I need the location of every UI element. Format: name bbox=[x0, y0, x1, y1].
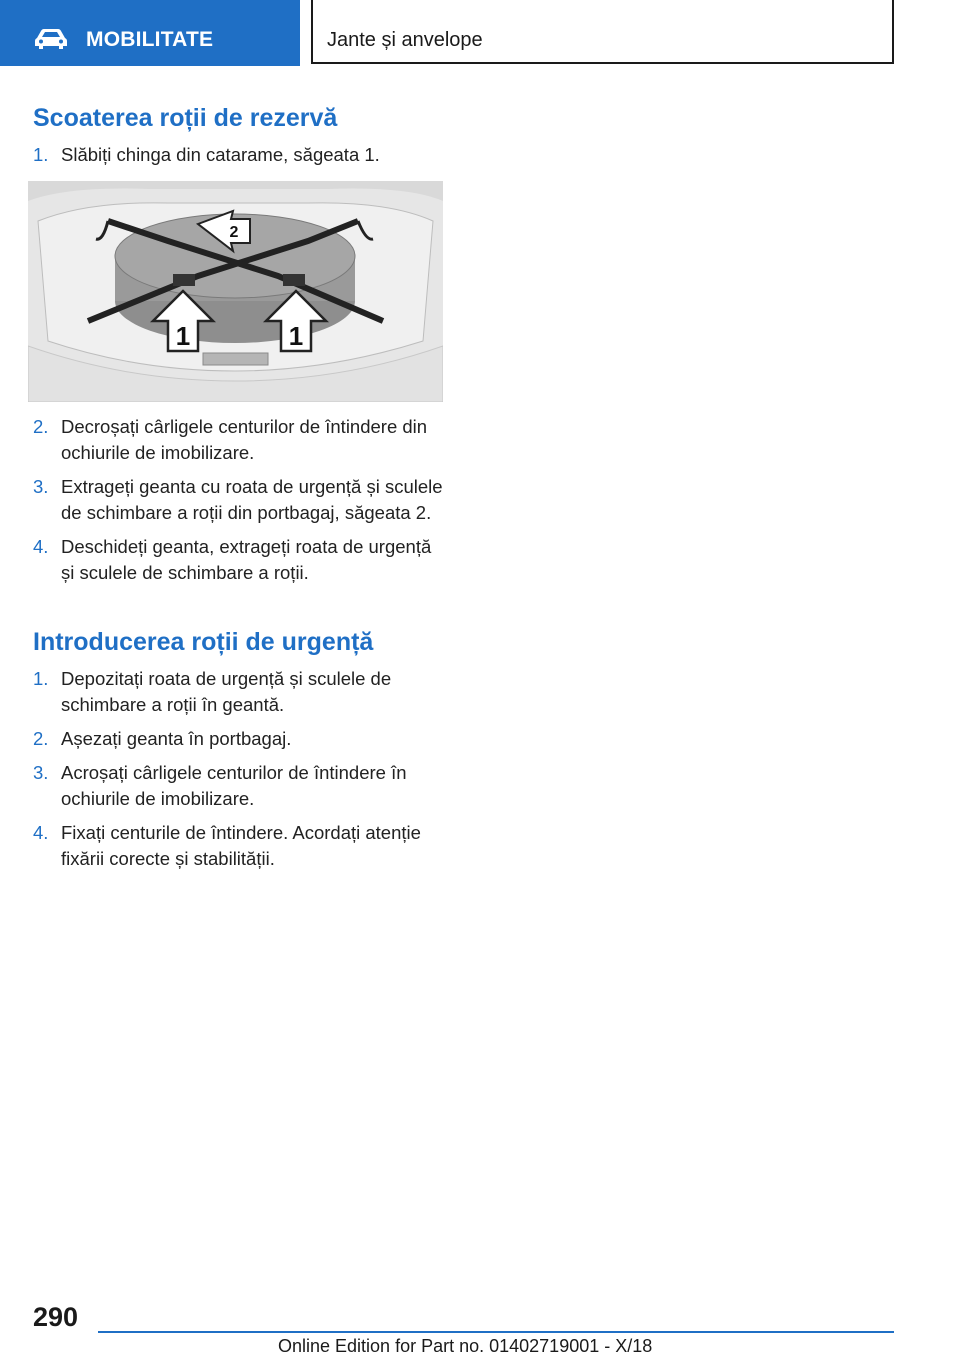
steps-list-a bbox=[33, 142, 443, 176]
trunk-spare-wheel-figure bbox=[28, 181, 443, 402]
arrow-label-1a: 1 bbox=[175, 321, 191, 351]
arrow-label-2: 2 bbox=[229, 224, 239, 241]
header-category-label: MOBILITATE bbox=[86, 28, 214, 51]
header-section-label: Jante și anvelope bbox=[327, 29, 483, 51]
list-item: 3. Extrageți geanta cu roata de urgență și sculele de schimbare a roții din portbagaj, săgeata 2. bbox=[33, 476, 443, 523]
footer-divider bbox=[98, 1331, 894, 1333]
trunk-illustration bbox=[28, 181, 443, 402]
page-number: 290 bbox=[33, 1302, 79, 1332]
list-item: 2. Așezați geanta în portbagaj. bbox=[33, 728, 292, 749]
car-icon bbox=[34, 28, 68, 50]
steps-list-c bbox=[33, 666, 443, 880]
section-title-insert-spare-wheel: Introducerea roții de urgență bbox=[33, 628, 374, 656]
section-title-remove-spare-wheel: Scoaterea roții de rezervă bbox=[33, 104, 338, 132]
header-category-tab bbox=[0, 0, 300, 66]
list-item: 2. Decroșați cârligele centurilor de întindere din ochiurile de imobilizare. bbox=[33, 416, 428, 463]
list-item: 3. Acroșați cârligele centurilor de întindere în ochiurile de imobilizare. bbox=[33, 762, 407, 809]
list-item: 1. Depozitați roata de urgență și sculele de schimbare a roții în geantă. bbox=[33, 668, 392, 715]
arrow-label-1b: 1 bbox=[288, 321, 304, 351]
steps-list-b bbox=[33, 414, 443, 594]
list-item: 4. Deschideți geanta, extrageți roata de urgență și sculele de schimbare a roții. bbox=[33, 536, 432, 583]
list-item: 4. Fixați centurile de întindere. Acordați atenție fixării corecte și stabilității. bbox=[33, 822, 421, 869]
header-section-box bbox=[311, 0, 894, 64]
list-item: 1. Slăbiți chinga din catarame, săgeata 1. bbox=[33, 144, 380, 165]
footer-edition: Online Edition for Part no. 01402719001 - X/18 bbox=[278, 1336, 653, 1356]
